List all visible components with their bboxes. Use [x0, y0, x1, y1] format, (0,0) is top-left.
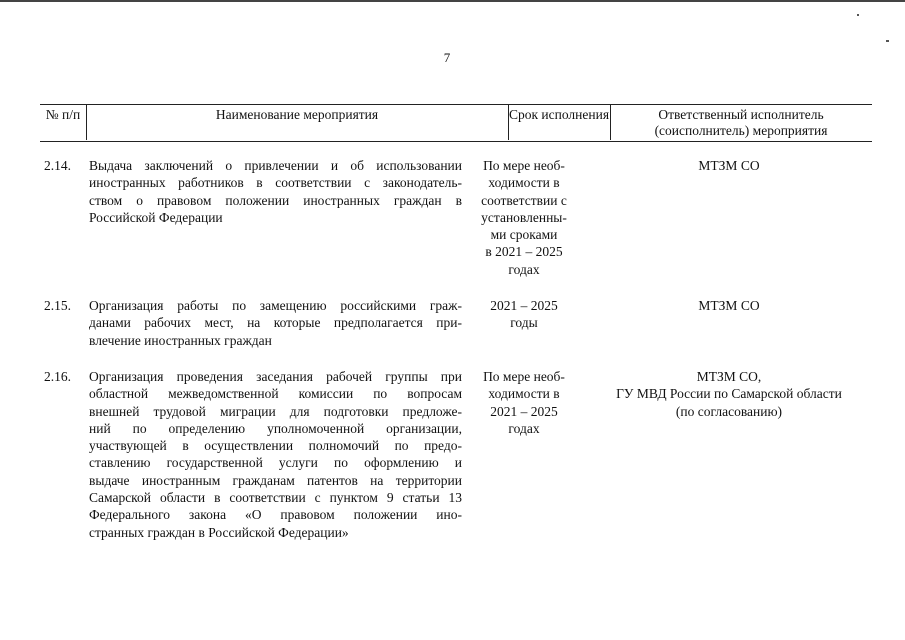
text-line: годы	[510, 315, 538, 331]
text-line: ний по определению уполномоченной организации,	[89, 420, 462, 436]
row-deadline	[472, 368, 576, 437]
text-line: МТЗМ СО	[698, 298, 760, 313]
text-line: По мере необ-	[483, 158, 565, 173]
row-number: 2.14.	[44, 158, 71, 173]
text-line: ходимости в	[488, 175, 560, 191]
page-number: 7	[443, 50, 451, 65]
text-line: установленны-	[481, 209, 567, 225]
header-number-line: п/п	[62, 107, 81, 122]
row-deadline	[472, 297, 576, 332]
row-deadline	[472, 157, 576, 278]
text-line: иностранных работников в соответствии с законодатель-	[89, 175, 462, 191]
text-line: ставлению государственной услуги по оформлению и	[89, 455, 462, 471]
text-line: участвующей в осуществлении полномочий по предо-	[89, 438, 462, 454]
text-line: внешней трудовой миграции для подготовки предложе-	[89, 403, 462, 419]
text-line: Организация проведения заседания рабочей группы при	[89, 369, 462, 384]
text-line: соответствии с	[481, 192, 567, 208]
text-line: областной межведомственной комиссии по вопросам	[89, 386, 462, 402]
text-line: Выдача заключений о привлечении и об использовании	[89, 158, 462, 173]
text-line: годах	[508, 261, 540, 277]
header-activity-name: Наименование мероприятия	[215, 107, 379, 122]
text-line: Самарской области в соответствии с пунктом 9 статьи 13	[89, 490, 462, 506]
text-line: выдаче иностранным гражданам патентов на территории	[89, 472, 462, 488]
row-activity-name	[89, 297, 462, 349]
header-responsible-line: Ответственный исполнитель	[658, 107, 824, 122]
header-divider	[86, 104, 87, 140]
row-activity-name	[89, 157, 462, 226]
header-divider	[508, 104, 509, 140]
row-activity-name	[89, 368, 462, 541]
text-line: МТЗМ СО	[698, 158, 760, 173]
header-deadline-line: исполнения	[541, 107, 610, 122]
row-number: 2.15.	[44, 298, 71, 313]
text-line: в 2021 – 2025	[485, 244, 563, 260]
scan-top-edge	[0, 0, 905, 2]
table-header	[40, 104, 872, 142]
text-line: ством о правовом положении иностранных граждан в	[89, 192, 462, 208]
text-line: Организация работы по замещению российскими граж-	[89, 298, 462, 313]
scan-speck	[886, 40, 889, 42]
text-line: годах	[508, 420, 540, 436]
text-line: влечение иностранных граждан	[89, 332, 272, 348]
row-responsible	[600, 297, 858, 314]
header-divider	[610, 104, 611, 140]
text-line: ми сроками	[490, 227, 558, 243]
text-line: ходимости в	[488, 386, 560, 402]
row-number: 2.16.	[44, 369, 71, 384]
header-responsible-line: (соисполнитель) мероприятия	[654, 123, 828, 138]
text-line: ГУ МВД России по Самарской области	[616, 386, 842, 402]
text-line: Российской Федерации	[89, 209, 223, 225]
header-deadline	[508, 105, 610, 141]
text-line: По мере необ-	[483, 369, 565, 384]
header-number	[40, 105, 86, 141]
text-line: Федерального закона «О правовом положении ино-	[89, 507, 462, 523]
text-line: МТЗМ СО,	[696, 369, 762, 384]
text-line: 2021 – 2025	[490, 403, 558, 419]
text-line: данами рабочих мест, на которые предполагается при-	[89, 315, 462, 331]
header-responsible	[610, 105, 872, 141]
text-line: (по согласованию)	[675, 403, 783, 419]
text-line: 2021 – 2025	[490, 298, 558, 313]
row-responsible	[600, 368, 858, 420]
row-responsible	[600, 157, 858, 174]
scan-speck	[857, 14, 859, 16]
header-number-line: №	[45, 107, 59, 122]
text-line: странных граждан в Российской Федерации»	[89, 524, 349, 540]
header-deadline-line: Срок	[508, 107, 539, 122]
